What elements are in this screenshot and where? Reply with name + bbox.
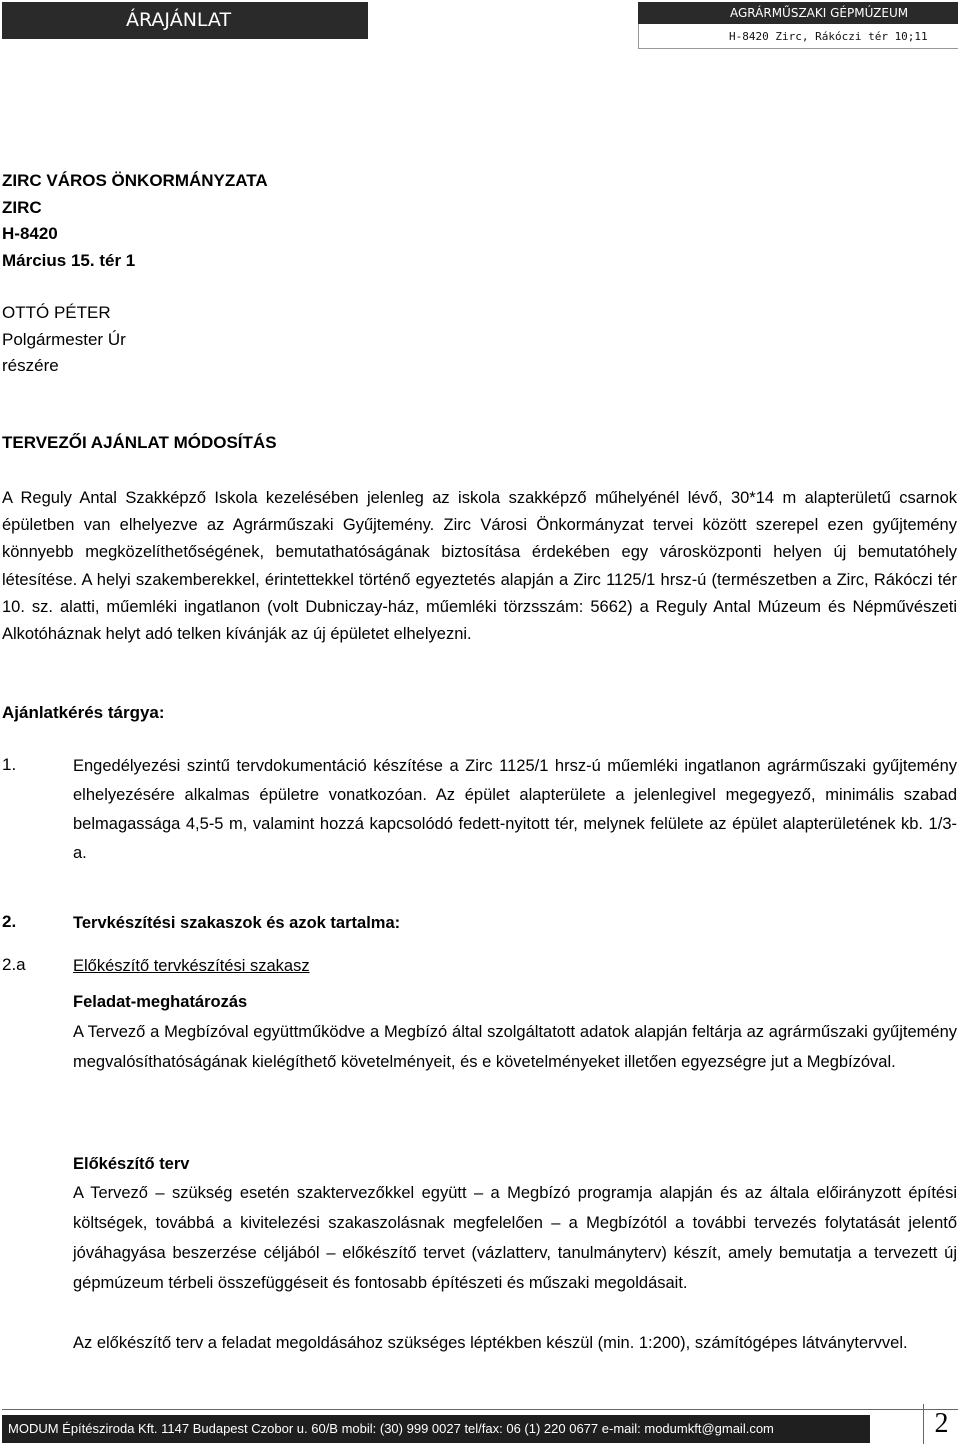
- addressee-line: ZIRC: [2, 197, 42, 217]
- addressee-block: [2, 168, 268, 274]
- document-title: TERVEZŐI AJÁNLAT MÓDOSÍTÁS: [2, 433, 277, 452]
- header-title: ÁRAJÁNLAT: [2, 2, 368, 39]
- page-number: 2: [923, 1404, 959, 1444]
- subsection-text-2: Az előkészítő terv a feladat megoldásához szükséges léptékben készül (min. 1:200), számítógépes látványtervvel.: [73, 1334, 908, 1352]
- item-1-text: Engedélyezési szintű tervdokumentáció készítése a Zirc 1125/1 hrsz-ú műemléki ingatlanon agrárműszaki gyűjtemény elhelyezésére alkalmas épületre vonatkozóan. Az épület alapterülete a jelenlegivel megegyező, minimális szabad belmagassága 4,5-5 m, valamint hozzá kapcsolódó fedett-nyitott tér, melynek felülete az épület alapterületének kb. 1/3-a.: [73, 757, 957, 862]
- header-org: AGRÁRMŰSZAKI GÉPMÚZEUM: [638, 2, 958, 24]
- item-2-heading: Tervkészítési szakaszok és azok tartalma:: [73, 914, 401, 932]
- addressee-line: ZIRC VÁROS ÖNKORMÁNYZATA: [2, 171, 268, 190]
- header-address: H-8420 Zirc, Rákóczi tér 10;11: [638, 24, 958, 49]
- item-number: 2.: [2, 912, 17, 931]
- recipient-line: OTTÓ PÉTER: [2, 303, 111, 322]
- subsection-text: A Tervező – szükség esetén szaktervezőkkel együtt – a Megbízó programja alapján és az általa előirányzott építési költségek, továbbá a kivitelezési szakaszolásnak megfelelően – a Megbízótól a további tervezés folytatását jelentő jóváhagyása beszerzése céljából – előkészítő tervet (vázlatterv, tanulmányterv) készít, amely bemutatja a tervezett új gépmúzeum térbeli összefüggéseit és fontosabb építészeti és műszaki megoldásait.: [73, 1184, 957, 1292]
- subsection-text: A Tervező a Megbízóval együttműködve a Megbízó által szolgáltatott adatok alapján feltárja az agrárműszaki gyűjtemény megvalósíthatóságának kielégíthető követelményeit, és e követelményeket illetően egyezségre jut a Megbízóval.: [73, 1023, 957, 1071]
- footer-bar: MODUM Építésziroda Kft. 1147 Budapest Czobor u. 60/B mobil: (30) 999 0027 tel/fax: 06 (1) 220 0677 e-mail: modumkft@gmail.com: [2, 1415, 870, 1443]
- recipient-line: részére: [2, 356, 59, 375]
- recipient-line: Polgármester Úr: [2, 329, 126, 349]
- subsection-title: Feladat-meghatározás: [73, 993, 248, 1011]
- subsection-title: Előkészítő terv: [73, 1155, 190, 1173]
- item-2a-heading: Előkészítő tervkészítési szakasz: [73, 957, 310, 975]
- footer-divider: [2, 1409, 958, 1410]
- item-number: 2.a: [2, 955, 26, 974]
- addressee-line: H-8420: [2, 224, 58, 243]
- item-number: 1.: [2, 755, 17, 774]
- recipient-block: [2, 300, 126, 380]
- intro-paragraph: A Reguly Antal Szakképző Iskola kezelésében jelenleg az iskola szakképző műhelyénél lévő, 30*14 m alapterületű csarnok épületben van elhelyezve az Agrárműszaki Gyűjtemény. Zirc Városi Önkormányzat tervei között szerepel ezen gyűjtemény könnyebb megközelíthetőségének, bemutathatóságának biztosítása érdekében egy városközponti helyen új bemutatóhely létesítése. A helyi szakemberekkel, érintettekkel történő egyeztetés alapján a Zirc 1125/1 hrsz-ú (természetben a Zirc, Rákóczi tér 10. sz. alatti, műemléki ingatlanon (volt Dubniczay-ház, műemléki törzsszám: 5662) a Reguly Antal Múzeum és Népművészeti Alkotóháznak helyt adó telken kívánják az új épületet elhelyezni.: [2, 489, 957, 644]
- request-heading: Ajánlatkérés tárgya:: [2, 703, 165, 722]
- addressee-line: Március 15. tér 1: [2, 250, 136, 270]
